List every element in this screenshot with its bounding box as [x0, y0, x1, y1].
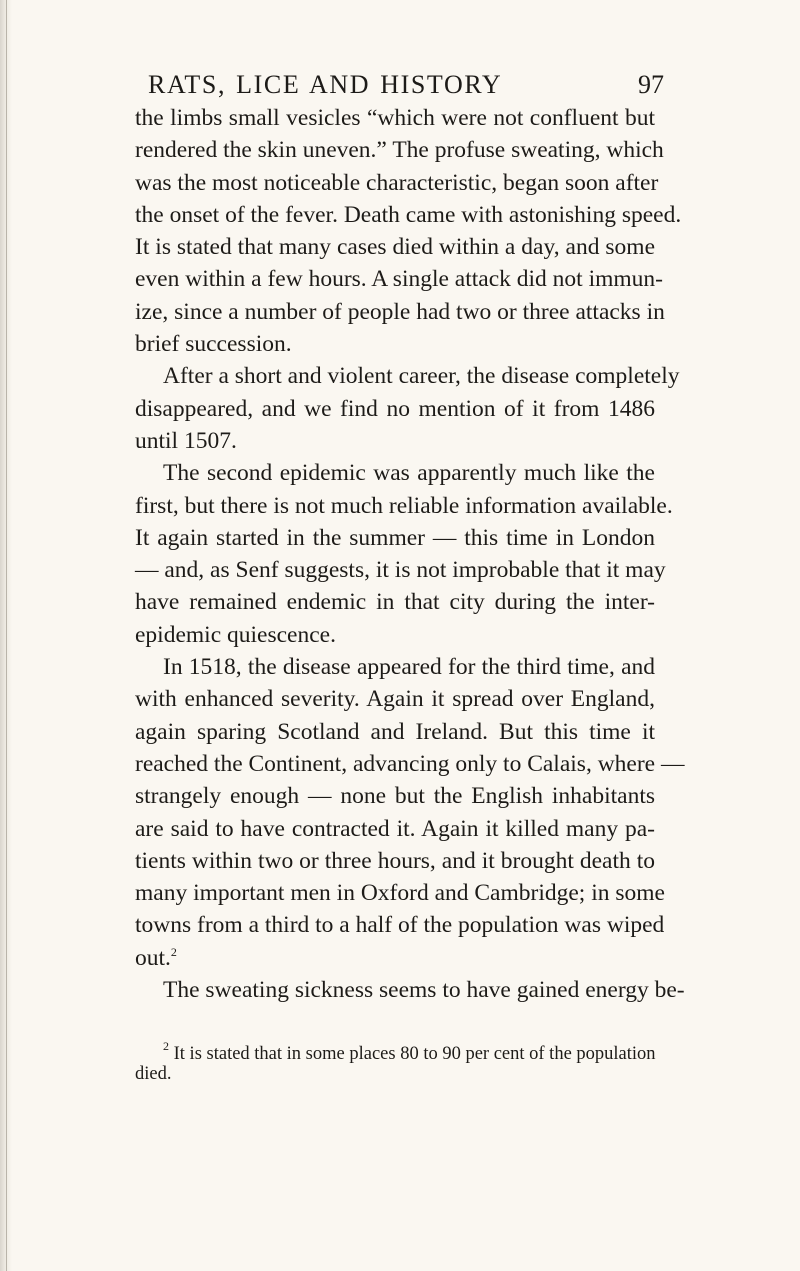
text-line-25: many important men in Oxford and Cambridge; in some: [135, 880, 665, 907]
text-line-26: towns from a third to a half of the population was wiped: [135, 912, 665, 939]
body-text: [135, 102, 685, 1006]
text-line-17: epidemic quiescence.: [135, 621, 336, 648]
text-line-27: [135, 942, 655, 974]
text-line-14: It again started in the summer — this time in London: [135, 524, 655, 551]
text-line-2: rendered the skin uneven.” The profuse sweating, which: [135, 137, 664, 164]
text-line-18: In 1518, the disease appeared for the third time, and: [163, 654, 655, 681]
text-line-10: disappeared, and we find no mention of it from 1486: [135, 395, 655, 422]
footnote: [135, 1039, 656, 1084]
text-line-23: are said to have contracted it. Again it killed many pa-: [135, 815, 655, 842]
text-line-22: strangely enough — none but the English inhabitants: [135, 783, 655, 810]
text-line-8: brief succession.: [135, 331, 292, 358]
text-line-20: again sparing Scotland and Ireland. But this time it: [135, 718, 655, 745]
text-line-15: — and, as Senf suggests, it is not improbable that it may: [135, 557, 666, 584]
text-line-12: The second epidemic was apparently much like the: [163, 460, 655, 487]
text-line-21: reached the Continent, advancing only to Calais, where —: [135, 750, 685, 777]
text-line-13: first, but there is not much reliable information available.: [135, 492, 673, 519]
text-line-28: The sweating sickness seems to have gained energy be-: [163, 977, 685, 1004]
text-line-7: ize, since a number of people had two or three attacks in: [135, 298, 665, 325]
text-line-11: until 1507.: [135, 427, 237, 454]
text-line-4: the onset of the fever. Death came with astonishing speed.: [135, 201, 682, 228]
text-line-6: even within a few hours. A single attack did not immun-: [135, 266, 664, 293]
text-line-1: the limbs small vesicles “which were not confluent but: [135, 105, 655, 131]
footnote-line-1-text: It is stated that in some places 80 to 90 per cent of the population: [173, 1044, 656, 1064]
footnote-marker: 2: [163, 1039, 169, 1053]
text-line-24: tients within two or three hours, and it brought death to: [135, 847, 655, 874]
footnote-line-2: died.: [135, 1064, 172, 1084]
text-line-19: with enhanced severity. Again it spread over England,: [135, 686, 655, 713]
text-line-16: have remained endemic in that city during the inter-: [135, 589, 655, 616]
text-line-3: was the most noticeable characteristic, began soon after: [135, 169, 659, 196]
running-head: [148, 70, 664, 106]
text-line-27-text: out.: [135, 944, 171, 971]
text-line-5: It is stated that many cases died within a day, and some: [135, 234, 655, 261]
footnote-line-1: [135, 1039, 656, 1064]
page-number: 97: [638, 70, 664, 99]
text-line-9: After a short and violent career, the disease completely: [163, 363, 680, 390]
running-head-title: RATS, LICE AND HISTORY: [148, 70, 503, 99]
page-binding-edge: [6, 0, 7, 1271]
footnote-reference: 2: [170, 944, 177, 959]
